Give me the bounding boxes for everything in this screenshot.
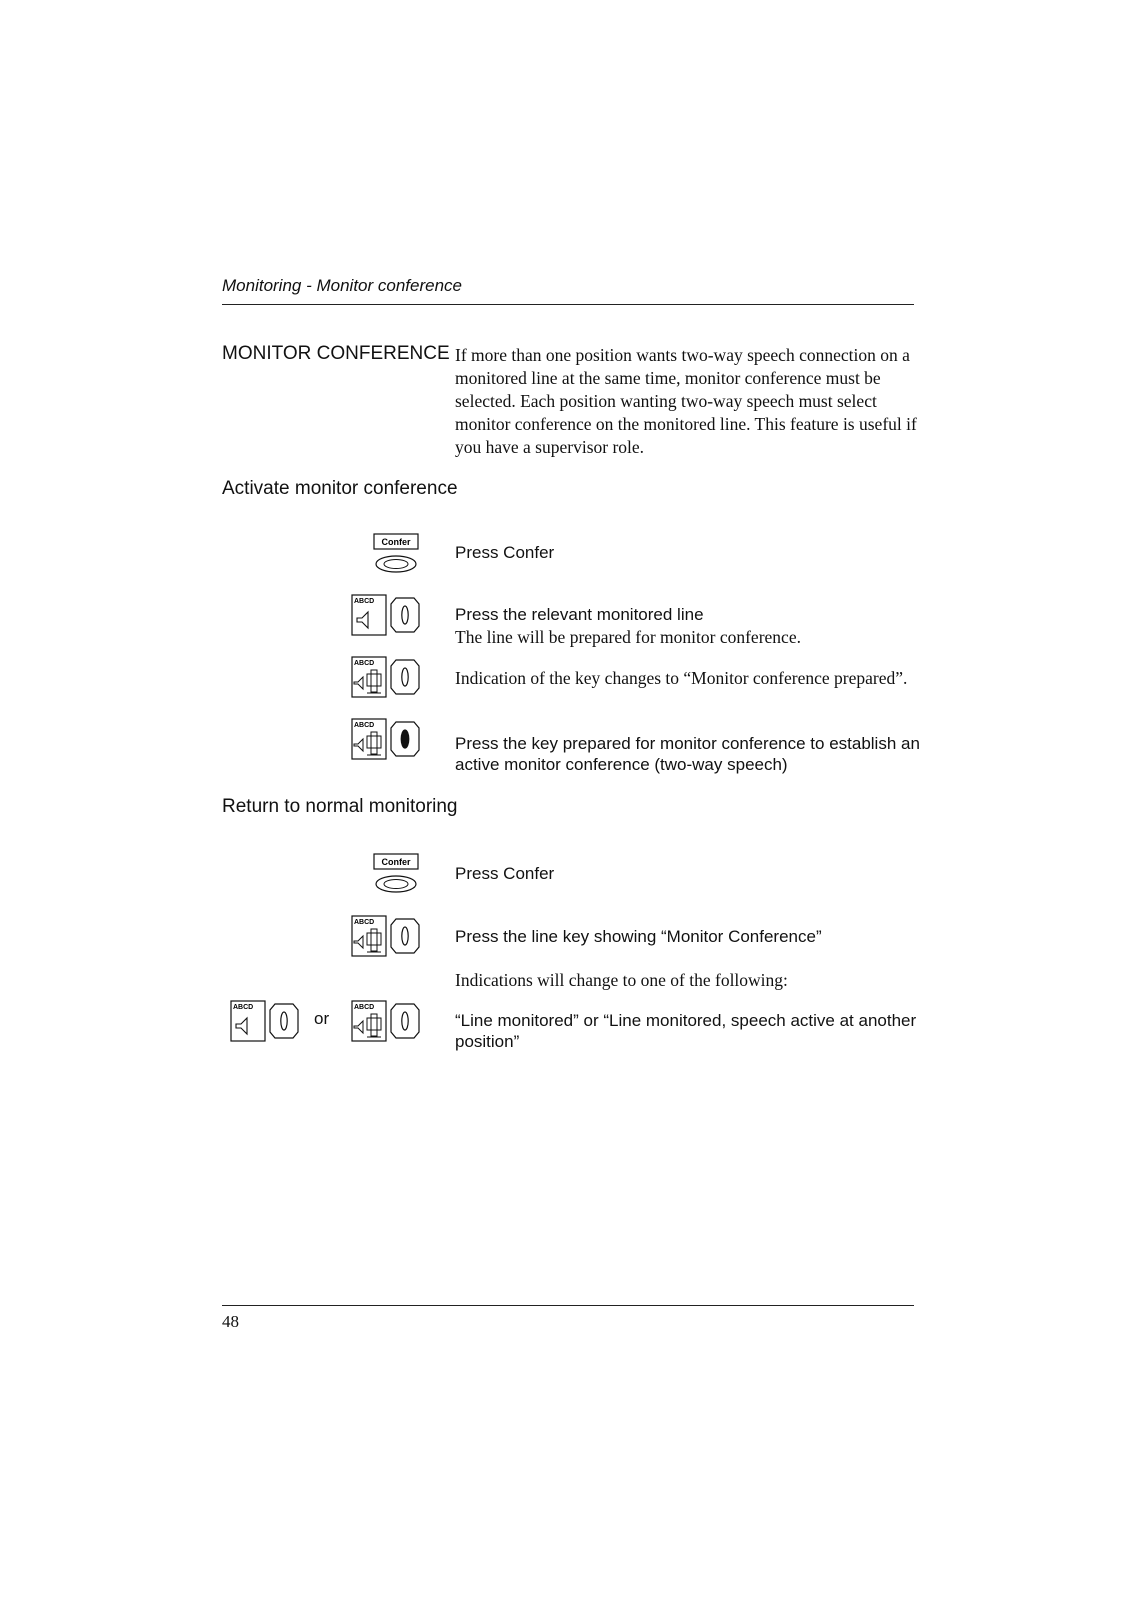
header-rule: [222, 304, 914, 305]
line-key-conference-prepared-icon: [351, 656, 423, 700]
svg-text:ABCD: ABCD: [354, 722, 375, 729]
activate-step-3: Indication of the key changes to “Monitor conference prepared”.: [455, 668, 908, 688]
svg-text:ABCD: ABCD: [233, 1004, 254, 1011]
activate-heading: Activate monitor conference: [222, 478, 458, 499]
return-step-1: Press Confer: [455, 864, 555, 883]
activate-step-1: Press Confer: [455, 543, 555, 562]
line-key-speech-active-icon: [351, 1000, 423, 1044]
running-header: Monitoring - Monitor conference: [222, 276, 463, 295]
line-key-monitored-icon: [351, 594, 423, 638]
confer-key-icon: [371, 533, 421, 575]
return-step-2: Press the line key showing “Monitor Conference”: [455, 927, 822, 946]
led-on-icon: [401, 730, 409, 748]
confer-key-label: Confer: [381, 537, 411, 547]
section-title: MONITOR CONFERENCE: [222, 343, 450, 364]
svg-text:ABCD: ABCD: [354, 1004, 375, 1011]
return-step-4: “Line monitored” or “Line monitored, speech active at another position”: [455, 1011, 917, 1051]
page-number: 48: [222, 1312, 239, 1331]
confer-key-icon: [371, 853, 421, 895]
activate-step-4: Press the key prepared for monitor conference to establish an active monitor conference (two-way speech): [455, 734, 920, 774]
return-step-3: Indications will change to one of the following:: [455, 970, 788, 990]
svg-text:ABCD: ABCD: [354, 660, 375, 667]
led-off-icon: [402, 606, 408, 624]
line-key-monitor-conference-icon: [351, 915, 423, 959]
line-key-monitored-icon: [230, 1000, 302, 1044]
footer-rule: [222, 1305, 914, 1306]
svg-text:ABCD: ABCD: [354, 919, 375, 926]
line-key-label: ABCD: [354, 598, 375, 605]
activate-step-2: Press the relevant monitored line The line will be prepared for monitor conference.: [455, 604, 925, 649]
activate-step-2-note: The line will be prepared for monitor conference.: [455, 627, 801, 647]
or-label: or: [314, 1009, 330, 1028]
section-intro: If more than one position wants two-way speech connection on a monitored line at the same time, monitor conference must be selected. Each position wanting two-way speech must select monitor conference on the monitored line. This feature is useful if you have a supervisor role.: [455, 345, 917, 457]
svg-text:Confer: Confer: [381, 857, 411, 867]
return-heading: Return to normal monitoring: [222, 796, 458, 817]
line-key-conference-active-icon: [351, 718, 423, 762]
